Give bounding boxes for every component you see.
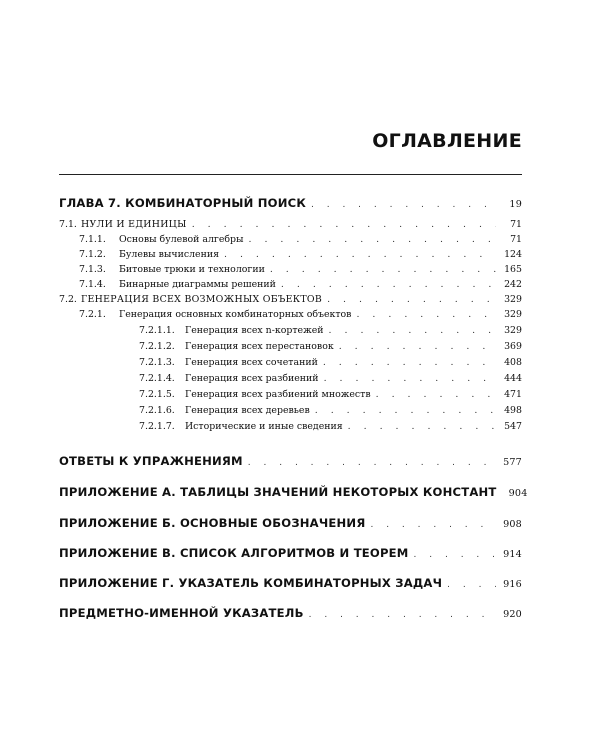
dot-leader: [323, 357, 496, 368]
toc-entry-subsubsection[interactable]: [59, 341, 522, 352]
entry-label: ПРИЛОЖЕНИЕ Б. ОСНОВНЫЕ ОБОЗНАЧЕНИЯ: [59, 516, 366, 530]
page-number: 547: [504, 421, 522, 432]
toc-entry-subsubsection[interactable]: [59, 389, 522, 400]
entry-label: ГЛАВА 7. КОМБИНАТОРНЫЙ ПОИСК: [59, 196, 306, 210]
page-number: 920: [503, 609, 522, 620]
page-number: 408: [504, 357, 522, 368]
subsubsection-number: 7.2.1.5.: [139, 389, 175, 400]
page-number: 498: [504, 405, 522, 416]
section-number: 7.1.: [59, 219, 77, 230]
toc-entry-appendix-b[interactable]: [59, 516, 522, 530]
dot-leader: [270, 264, 496, 275]
subsubsection-title: Исторические и иные сведения: [185, 421, 343, 432]
dot-leader: [376, 389, 496, 400]
dot-leader: [329, 325, 496, 336]
toc-entry-chapter-7[interactable]: [59, 196, 522, 210]
page-number: 71: [510, 219, 522, 230]
page-number: 444: [504, 373, 522, 384]
toc-entry-subsection[interactable]: [59, 279, 522, 290]
toc-entry-subsubsection[interactable]: [59, 373, 522, 384]
subsubsection-number: 7.2.1.6.: [139, 405, 175, 416]
page-number: 908: [503, 519, 522, 530]
toc-entry-answers[interactable]: [59, 454, 522, 468]
dot-leader: [311, 200, 496, 210]
page-number: 124: [504, 249, 522, 260]
toc-entry-subsection[interactable]: [59, 264, 522, 275]
section-title: НУЛИ И ЕДИНИЦЫ: [81, 219, 187, 230]
page-number: 329: [504, 294, 522, 305]
entry-label: ПРИЛОЖЕНИЕ А. ТАБЛИЦЫ ЗНАЧЕНИЙ НЕКОТОРЫХ КОНСТАНТ: [59, 485, 497, 499]
dot-leader: [370, 520, 496, 530]
subsection-title: Булевы вычисления: [119, 249, 219, 260]
page-title: ОГЛАВЛЕНИЕ: [372, 130, 522, 152]
dot-leader: [224, 249, 496, 260]
subsection-number: 7.1.3.: [79, 264, 106, 275]
toc-entry-subsubsection[interactable]: [59, 421, 522, 432]
subsubsection-title: Генерация всех разбиений множеств: [185, 389, 371, 400]
page-number: 577: [503, 457, 522, 468]
dot-leader: [327, 294, 496, 305]
toc-entry-subsubsection[interactable]: [59, 325, 522, 336]
subsection-number: 7.1.1.: [79, 234, 106, 245]
dot-leader: [339, 341, 496, 352]
dot-leader: [324, 373, 496, 384]
subsection-number: 7.1.2.: [79, 249, 106, 260]
entry-label: ОТВЕТЫ К УПРАЖНЕНИЯМ: [59, 454, 243, 468]
dot-leader: [281, 279, 496, 290]
subsection-number: 7.1.4.: [79, 279, 106, 290]
dot-leader: [248, 234, 496, 245]
entry-label: ПРИЛОЖЕНИЕ В. СПИСОК АЛГОРИТМОВ И ТЕОРЕМ: [59, 546, 409, 560]
toc-entry-appendix-a[interactable]: [59, 485, 528, 499]
page-number: 242: [504, 279, 522, 290]
subsection-title: Генерация основных комбинаторных объектов: [119, 309, 352, 320]
toc-entry-subsubsection[interactable]: [59, 405, 522, 416]
toc-entry-subsection[interactable]: [59, 234, 522, 245]
subsection-title: Бинарные диаграммы решений: [119, 279, 276, 290]
subsubsection-number: 7.2.1.1.: [139, 325, 175, 336]
title-rule: [59, 174, 522, 175]
dot-leader: [348, 421, 496, 432]
subsubsection-number: 7.2.1.4.: [139, 373, 175, 384]
toc-entry-subsection[interactable]: [59, 249, 522, 260]
subsection-title: Битовые трюки и технологии: [119, 264, 265, 275]
subsubsection-title: Генерация всех n-кортежей: [185, 325, 324, 336]
toc-entry-subsection[interactable]: [59, 309, 522, 320]
subsubsection-title: Генерация всех сочетаний: [185, 357, 318, 368]
subsubsection-number: 7.2.1.7.: [139, 421, 175, 432]
subsubsection-number: 7.2.1.3.: [139, 357, 175, 368]
toc-entry-appendix-v[interactable]: [59, 546, 522, 560]
toc-entry-index[interactable]: [59, 606, 522, 620]
subsection-title: Основы булевой алгебры: [119, 234, 244, 245]
subsubsection-number: 7.2.1.2.: [139, 341, 175, 352]
section-title: ГЕНЕРАЦИЯ ВСЕХ ВОЗМОЖНЫХ ОБЪЕКТОВ: [81, 294, 323, 305]
dot-leader: [356, 309, 496, 320]
entry-label: ПРИЛОЖЕНИЕ Г. УКАЗАТЕЛЬ КОМБИНАТОРНЫХ ЗАДАЧ: [59, 576, 443, 590]
toc-entry-section[interactable]: [59, 294, 522, 305]
page-number: 19: [509, 199, 522, 210]
dot-leader: [447, 580, 496, 590]
page-number: 471: [504, 389, 522, 400]
page-number: 71: [510, 234, 522, 245]
page-number: 329: [504, 325, 522, 336]
page-number: 914: [503, 549, 522, 560]
page-number: 329: [504, 309, 522, 320]
dot-leader: [248, 458, 496, 468]
page-number: 165: [504, 264, 522, 275]
dot-leader: [315, 405, 496, 416]
toc-entry-section[interactable]: [59, 219, 522, 230]
toc-entry-appendix-g[interactable]: [59, 576, 522, 590]
dot-leader: [192, 219, 496, 230]
subsubsection-title: Генерация всех перестановок: [185, 341, 334, 352]
toc-entry-subsubsection[interactable]: [59, 357, 522, 368]
dot-leader: [309, 610, 496, 620]
subsubsection-title: Генерация всех разбиений: [185, 373, 319, 384]
subsubsection-title: Генерация всех деревьев: [185, 405, 310, 416]
section-number: 7.2.: [59, 294, 77, 305]
entry-label: ПРЕДМЕТНО-ИМЕННОЙ УКАЗАТЕЛЬ: [59, 606, 304, 620]
page-number: 916: [503, 579, 522, 590]
subsection-number: 7.2.1.: [79, 309, 106, 320]
page-number: 904: [508, 488, 528, 499]
page-number: 369: [504, 341, 522, 352]
dot-leader: [414, 550, 496, 560]
